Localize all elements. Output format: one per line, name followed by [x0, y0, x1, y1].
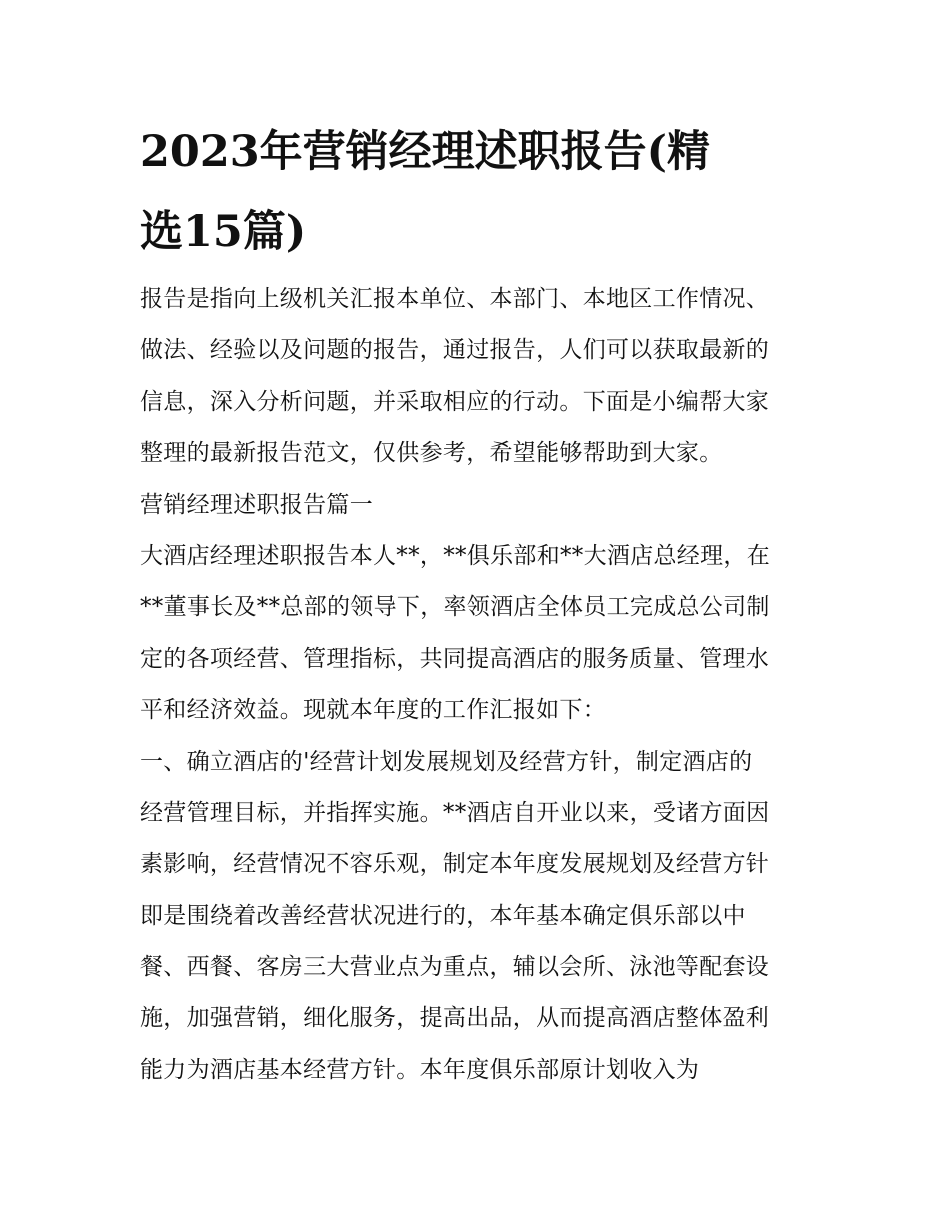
body-line: 信息，深入分析问题，并采取相应的行动。下面是小编帮大家 [140, 388, 770, 415]
body-line: 整理的最新报告范文，仅供参考，希望能够帮助到大家。 [140, 440, 723, 467]
body-line: 能力为酒店基本经营方针。本年度俱乐部原计划收入为 [140, 1056, 700, 1083]
document-title [140, 112, 840, 272]
document-body [140, 274, 825, 1096]
body-line: 施，加强营销，细化服务，提高出品，从而提高酒店整体盈利 [140, 1005, 770, 1032]
title-line-2: 选15篇) [140, 207, 307, 257]
body-line: 平和经济效益。现就本年度的工作汇报如下： [140, 697, 606, 724]
body-line: 餐、西餐、客房三大营业点为重点，辅以会所、泳池等配套设 [140, 954, 770, 981]
body-line: 一、确立酒店的'经营计划发展规划及经营方针，制定酒店的 [140, 748, 753, 775]
body-line: 定的各项经营、管理指标，共同提高酒店的服务质量、管理水 [140, 645, 770, 672]
body-line: 做法、经验以及问题的报告，通过报告，人们可以获取最新的 [140, 337, 770, 364]
body-line: 大酒店经理述职报告本人**，**俱乐部和**大酒店总经理，在 [140, 542, 770, 569]
section-heading: 营销经理述职报告篇一 [140, 491, 373, 518]
body-line: 经营管理目标，并指挥实施。**酒店自开业以来，受诸方面因 [140, 799, 770, 826]
body-line: **董事长及**总部的领导下，率领酒店全体员工完成总公司制 [140, 594, 770, 621]
body-line: 素影响，经营情况不容乐观，制定本年度发展规划及经营方针 [140, 851, 770, 878]
title-line-1: 2023年营销经理述职报告(精 [140, 127, 711, 177]
body-line: 即是围绕着改善经营状况进行的，本年基本确定俱乐部以中 [140, 902, 746, 929]
body-line: 报告是指向上级机关汇报本单位、本部门、本地区工作情况、 [140, 286, 770, 312]
